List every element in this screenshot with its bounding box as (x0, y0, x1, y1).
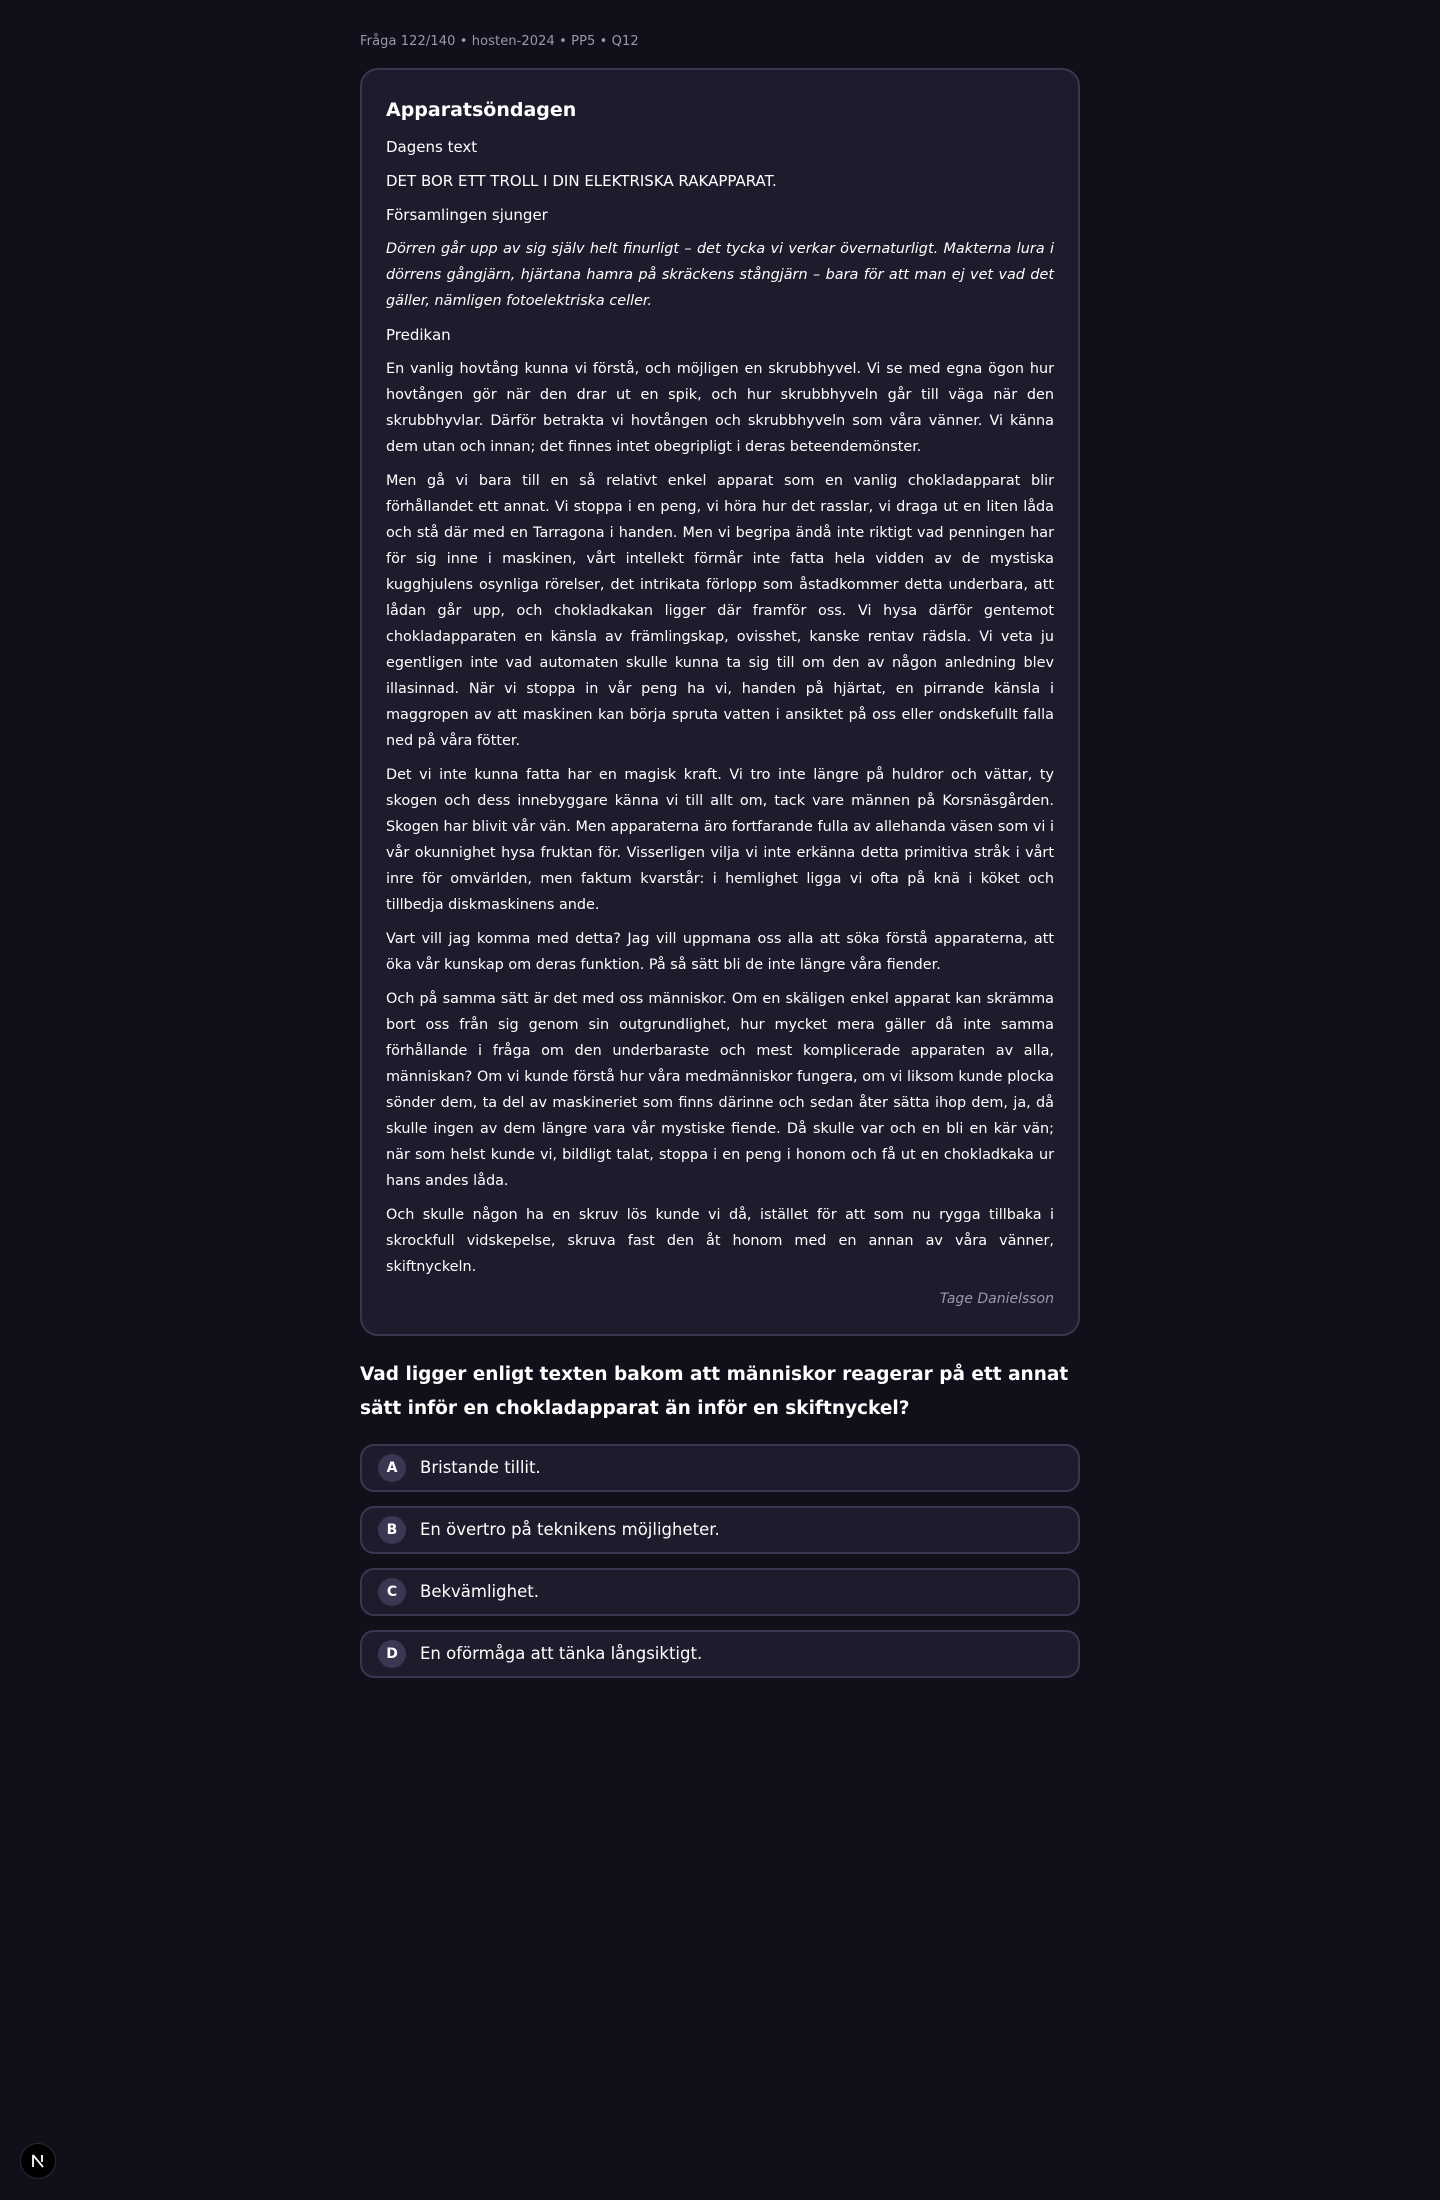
sermon-paragraph: En vanlig hovtång kunna vi förstå, och möjligen en skrubbhyvel. Vi se med egna ögon hur hovtången gör när den drar ut en spik, och hur skrubbhyveln går till väga när den skrubbhyvlar. Därför betrakta vi hovtången och skrubbhyveln som våra vänner. Vi känna dem utan och innan; det finnes intet obegripligt i deras beteendemönster. (386, 361, 1054, 455)
answer-option-c[interactable] (360, 1568, 1080, 1616)
option-letter-badge: A (378, 1454, 406, 1482)
next-logo-icon[interactable] (20, 2143, 56, 2179)
question-text: Vad ligger enligt texten bakom att människor reagerar på ett annat sätt inför en chokladapparat än inför en skiftnyckel? (360, 1364, 1069, 1419)
option-letter-badge: D (378, 1640, 406, 1668)
label-sermon: Predikan (386, 326, 451, 344)
next-logo-glyph-icon (28, 2151, 48, 2171)
main-content (360, 0, 1080, 1692)
option-text: En oförmåga att tänka långsiktigt. (420, 1644, 703, 1663)
choir-text: Dörren går upp av sig själv helt finurligt – det tycka vi verkar övernaturligt. Makterna lura i dörrens gångjärn, hjärtana hamra på skräckens stångjärn – bara för att man ej vet vad det gäller, nämligen fotoelektriska celler. (386, 241, 1054, 309)
answer-option-b[interactable] (360, 1506, 1080, 1554)
sermon-paragraph: Vart vill jag komma med detta? Jag vill uppmana oss alla att söka förstå apparaterna, att öka vår kunskap om deras funktion. På så sätt bli de inte längre våra fiender. (386, 931, 1054, 973)
option-letter-badge: B (378, 1516, 406, 1544)
label-choir: Församlingen sjunger (386, 206, 548, 224)
breadcrumb: Fråga 122/140 • hosten-2024 • PP5 • Q12 (360, 34, 639, 49)
sermon-paragraph: Och skulle någon ha en skruv lös kunde vi då, istället för att som nu rygga tillbaka i skrockfull vidskepelse, skruva fast den åt honom med en annan av våra vänner, skiftnyckeln. (386, 1207, 1054, 1275)
label-text: Dagens text (386, 138, 478, 156)
answer-option-d[interactable] (360, 1630, 1080, 1678)
sermon-paragraph: Det vi inte kunna fatta har en magisk kraft. Vi tro inte längre på huldror och vättar, ty skogen och dess innebyggare känna vi till allt om, tack vare männen på Korsnäsgården. Skogen har blivit vår vän. Men apparaterna äro fortfarande fulla av allehanda väsen som vi i vår okunnighet hysa fruktan för. Visserligen vilja vi inte erkänna detta primitiva stråk i vårt inre för omvärlden, men faktum kvarstår: i hemlighet ligga vi ofta på knä i köket och tillbedja diskmaskinens ande. (386, 767, 1054, 913)
passage-title: Apparatsöndagen (386, 99, 577, 121)
sermon-paragraph: Och på samma sätt är det med oss människor. Om en skäligen enkel apparat kan skrämma bort oss från sig genom sin outgrundlighet, hur mycket mera gäller då inte samma förhållande i fråga om den underbaraste och mest komplicerade apparaten av alla, människan? Om vi kunde förstå hur våra medmänniskor fungera, om vi liksom kunde plocka sönder dem, ta del av maskineriet som finns därinne och sedan åter sätta ihop dem, ja, då skulle ingen av dem längre vara vår mystiske fiende. Då skulle var och en bli en kär vän; när som helst kunde vi, bildligt talat, stoppa i en peng i honom och få ut en chokladkaka ur hans andes låda. (386, 991, 1054, 1189)
option-letter-badge: C (378, 1578, 406, 1606)
passage-card (360, 68, 1080, 1336)
passage-author: Tage Danielsson (939, 1291, 1054, 1307)
sermon-paragraph: Men gå vi bara till en så relativt enkel apparat som en vanlig chokladapparat blir förhållandet ett annat. Vi stoppa i en peng, vi höra hur det rasslar, vi draga ut en liten låda och stå där med en Tarragona i handen. Men vi begripa ändå inte riktigt vad penningen har för sig inne i maskinen, vårt intellekt förmår inte fatta hela vidden av de mystiska kugghjulens osynliga rörelser, det intrikata förlopp som åstadkommer detta underbara, att lådan går upp, och chokladkakan ligger där framför oss. Vi hysa därför gentemot chokladapparaten en känsla av främlingskap, ovisshet, kanske rentav rädsla. Vi veta ju egentligen inte vad automaten skulle kunna ta sig till om den av någon anledning blev illasinnad. När vi stoppa in vår peng ha vi, handen på hjärtat, en pirrande känsla i maggropen av att maskinen kan börja spruta vatten i ansiktet på oss eller ondskefullt falla ned på våra fötter. (386, 473, 1054, 749)
answer-option-a[interactable] (360, 1444, 1080, 1492)
option-text: Bekvämlighet. (420, 1582, 539, 1601)
passage-headline: DET BOR ETT TROLL I DIN ELEKTRISKA RAKAPPARAT. (386, 172, 777, 190)
answer-options (360, 1444, 1080, 1678)
option-text: Bristande tillit. (420, 1458, 541, 1477)
option-text: En övertro på teknikens möjligheter. (420, 1520, 720, 1539)
